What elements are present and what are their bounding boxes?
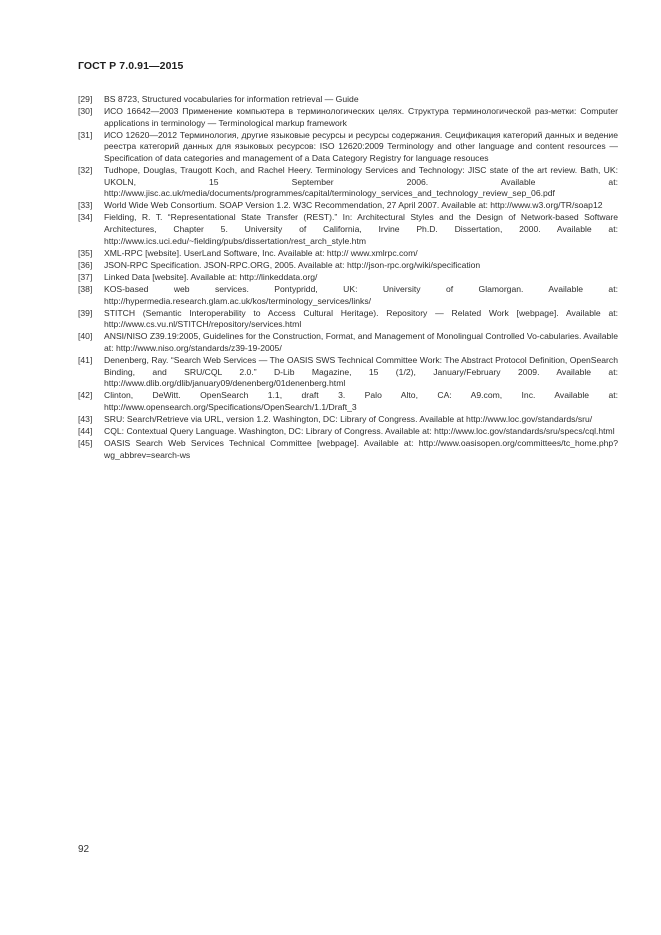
reference-text: XML-RPC [website]. UserLand Software, Inc. Available at: http:// www.xmlrpc.com/ <box>104 247 418 258</box>
reference-text: CQL: Contextual Query Language. Washington, DC: Library of Congress. Available at: http://www.loc.gov/standards/sru/specs/cql.html <box>104 426 615 437</box>
reference-item <box>78 308 618 331</box>
reference-item <box>78 284 618 307</box>
reference-number: [45] <box>78 438 93 449</box>
reference-item <box>78 248 618 260</box>
reference-text: KOS-based web services. Pontypridd, UK: University of Glamorgan. Available at: http://hypermedia.research.glam.ac.uk/kos/terminology_services/links/ <box>104 284 618 306</box>
reference-text: Fielding, R. T. “Representational State Transfer (REST).” In: Architectural Styles and the Design of Network-based Software Architectures, Chapter 5. University of California, Irvine Ph.D. Dissertation, 2000. Available at: http://www.ics.uci.edu/~fielding/pubs/dissertation/rest_arch_style.htm <box>104 212 618 246</box>
reference-number: [34] <box>78 212 93 223</box>
reference-item <box>78 331 618 354</box>
page-number: 92 <box>78 844 90 855</box>
reference-number: [38] <box>78 284 93 294</box>
reference-number: [37] <box>78 271 93 282</box>
reference-number: [43] <box>78 414 93 425</box>
reference-item <box>78 272 618 284</box>
reference-number: [35] <box>78 247 93 258</box>
reference-number: [36] <box>78 259 93 270</box>
reference-text: JSON-RPC Specification. JSON-RPC.ORG, 2005. Available at: http://json-rpc.org/wiki/specification <box>104 259 481 270</box>
reference-number: [42] <box>78 390 93 401</box>
reference-text: Tudhope, Douglas, Traugott Koch, and Rachel Heery. Terminology Services and Technology: JISC state of the art review. Bath, UK: UKOLN, 15 September 2006. Available at: http://www.jisc.ac.uk/media/documents/programmes/capital/terminology_services_and_technology_review_sep_06.pdf <box>104 165 618 199</box>
reference-number: [30] <box>78 106 93 117</box>
reference-number: [41] <box>78 355 93 366</box>
reference-number: [29] <box>78 94 93 104</box>
reference-item <box>78 94 618 106</box>
reference-text: STITCH (Semantic Interoperability to Access Cultural Heritage). Repository — Related Work [webpage]. Available at: http://www.cs.vu.nl/STITCH/repository/services.html <box>104 307 618 330</box>
reference-item <box>78 414 618 426</box>
reference-item <box>78 260 618 272</box>
reference-number: [44] <box>78 426 93 437</box>
reference-item <box>78 200 618 212</box>
reference-list <box>78 94 618 462</box>
reference-text: ИСО 16642—2003 Применение компьютера в терминологических целях. Структура терминологической раз-метки: Computer applications in terminology — Terminological markup framework <box>104 106 618 128</box>
reference-number: [40] <box>78 331 93 342</box>
reference-number: [32] <box>78 165 93 176</box>
page-header-standard-code: ГОСТ Р 7.0.91—2015 <box>78 60 184 72</box>
reference-text: SRU: Search/Retrieve via URL, version 1.2. Washington, DC: Library of Congress. Available at http://www.loc.gov/standards/sru/ <box>104 414 593 425</box>
reference-item <box>78 355 618 390</box>
reference-text: OASIS Search Web Services Technical Committee [webpage]. Available at: http://www.oasisopen.org/committees/tc_home.php?wg_abbrev=search-ws <box>104 438 618 460</box>
reference-number: [39] <box>78 307 93 318</box>
reference-text: ANSI/NISO Z39.19:2005, Guidelines for the Construction, Format, and Management of Monolingual Controlled Vo-cabularies. Available at: http://www.niso.org/standards/z39-19-2005/ <box>104 331 618 353</box>
reference-text: Clinton, DeWitt. OpenSearch 1.1, draft 3. Palo Alto, CA: A9.com, Inc. Available at: http://www.opensearch.org/Specifications/OpenSearch/1.1/Draft_3 <box>104 390 618 412</box>
reference-item <box>78 130 618 165</box>
reference-item <box>78 426 618 438</box>
reference-text: Denenberg, Ray. “Search Web Services — The OASIS SWS Technical Committee Work: The Abstract Protocol Definition, OpenSearch Binding, and SRU/CQL 2.0.” D-Lib Magazine, 15 (1/2), January/February 2009. Available at: http://www.dlib.org/dlib/january09/denenberg/01denenberg.html <box>104 355 618 389</box>
reference-text: World Wide Web Consortium. SOAP Version 1.2. W3C Recommendation, 27 April 2007. Available at: http://www.w3.org/TR/soap12 <box>104 200 603 211</box>
reference-item <box>78 438 618 461</box>
reference-item <box>78 390 618 413</box>
reference-text: Linked Data [website]. Available at: http://linkeddata.org/ <box>104 271 318 282</box>
reference-number: [31] <box>78 129 93 140</box>
reference-item <box>78 165 618 200</box>
reference-number: [33] <box>78 200 93 211</box>
reference-text: BS 8723, Structured vocabularies for information retrieval — Guide <box>104 94 359 104</box>
reference-item <box>78 212 618 247</box>
reference-item <box>78 106 618 129</box>
reference-text: ИСО 12620—2012 Терминология, другие языковые ресурсы и ресурсы содержания. Сецификация категорий данных и ведение реестра категорий данных для языковых ресурсов: ISO 12620:2009 Terminology and other language and content resources — Specification of data categories and management of a Data Category Registry for language resouces <box>104 129 618 163</box>
